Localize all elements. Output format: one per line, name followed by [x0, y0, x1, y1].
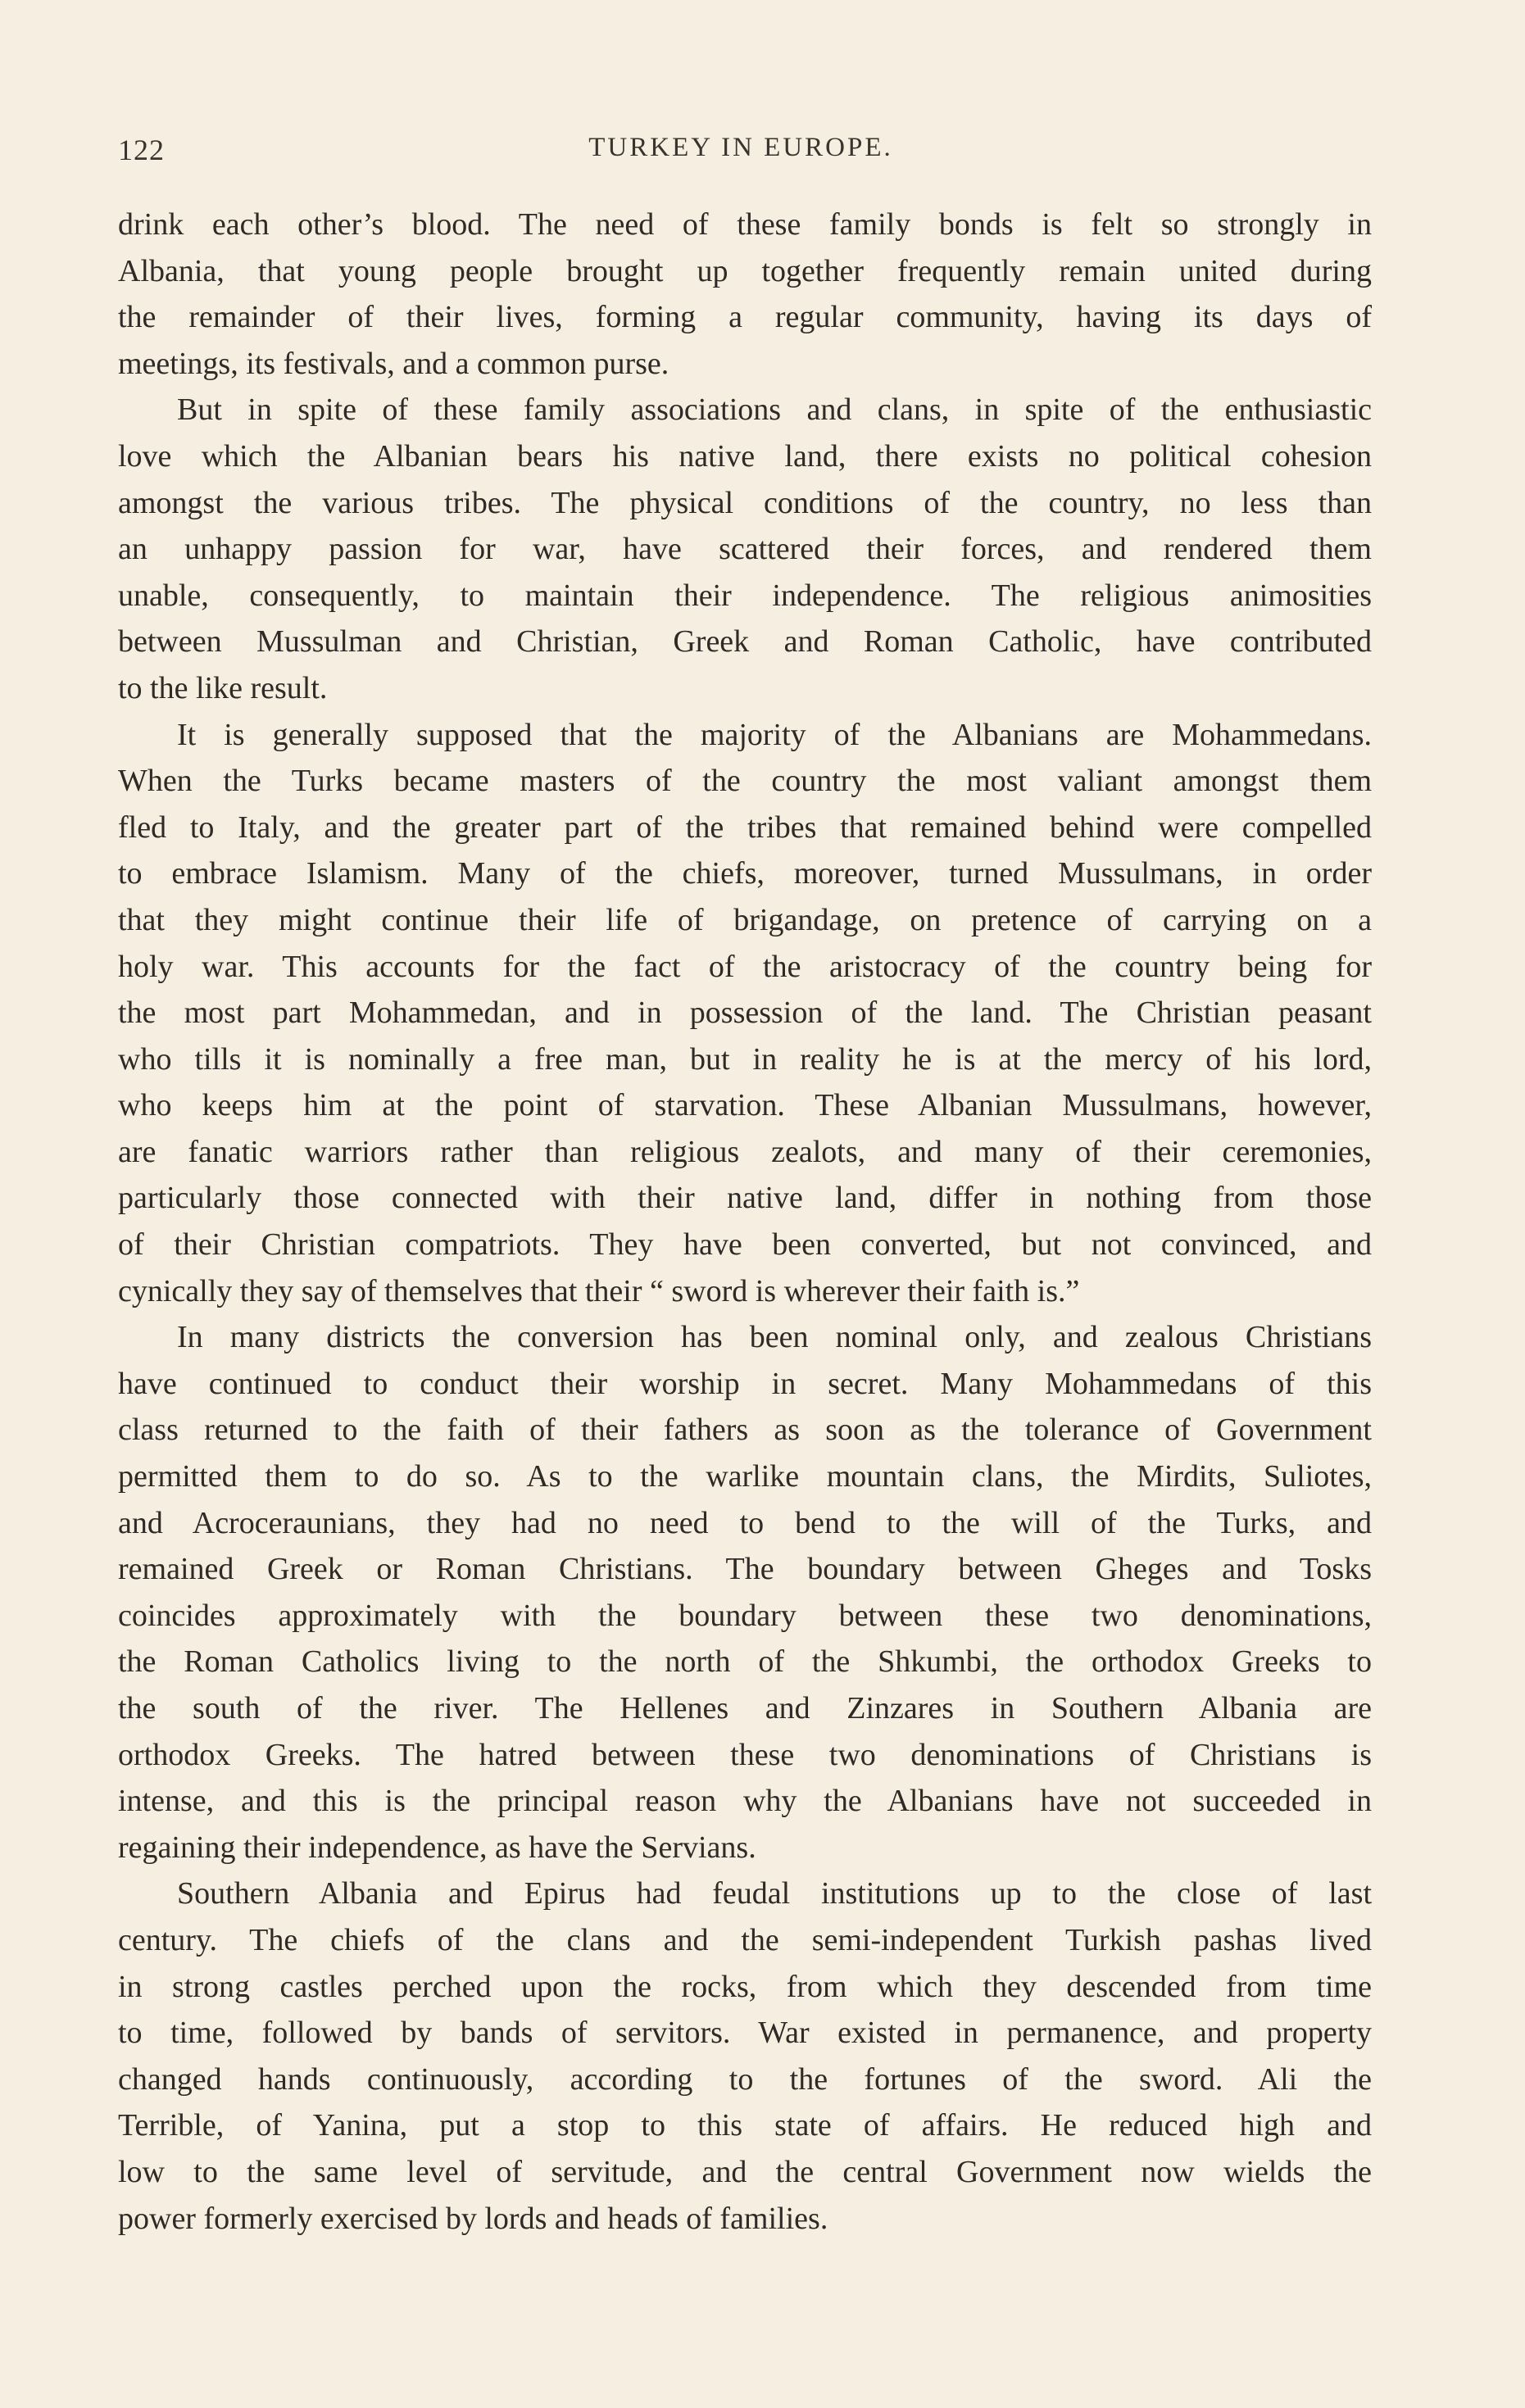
text-line: in strong castles perched upon the rocks, from which they descended from time — [118, 1969, 1372, 2004]
text-line: remained Greek or Roman Christians. The boundary between Gheges and Tosks — [118, 1552, 1372, 1587]
text-line: In many districts the conversion has been nominal only, and zealous Christians — [177, 1320, 1372, 1355]
text-line: who tills it is nominally a free man, but in reality he is at the mercy of his lord, — [118, 1041, 1372, 1077]
text-line: changed hands continuously, according to the fortunes of the sword. Ali the — [118, 2061, 1372, 2097]
text-line: the remainder of their lives, forming a regular community, having its days of — [118, 300, 1372, 335]
text-line: have continued to conduct their worship in secret. Many Mohammedans of this — [118, 1366, 1372, 1401]
text-line: the Roman Catholics living to the north of the Shkumbi, the orthodox Greeks to — [118, 1644, 1372, 1680]
text-line: to embrace Islamism. Many of the chiefs, moreover, turned Mussulmans, in order — [118, 856, 1372, 891]
running-title: TURKEY IN EUROPE. — [588, 133, 893, 162]
page-number: 122 — [118, 134, 165, 166]
text-line: fled to Italy, and the greater part of the tribes that remained behind were compelled — [118, 809, 1372, 845]
text-line: Terrible, of Yanina, put a stop to this state of affairs. He reduced high and — [118, 2108, 1372, 2143]
text-line: When the Turks became masters of the country the most valiant amongst them — [118, 764, 1372, 799]
running-head — [118, 133, 1372, 166]
text-line: regaining their independence, as have the Servians. — [118, 1830, 756, 1865]
text-line: drink each other’s blood. The need of these family bonds is felt so strongly in — [118, 207, 1372, 242]
text-line: It is generally supposed that the majority of the Albanians are Mohammedans. — [177, 717, 1372, 752]
text-line: love which the Albanian bears his native land, there exists no political cohesion — [118, 438, 1372, 474]
text-line: amongst the various tribes. The physical conditions of the country, no less than — [118, 485, 1372, 520]
text-line: coincides approximately with the boundary between these two denominations, — [118, 1598, 1372, 1633]
text-line: to the like result. — [118, 670, 328, 705]
text-line: unable, consequently, to maintain their independence. The religious animosities — [118, 578, 1372, 613]
text-line: orthodox Greeks. The hatred between these two denominations of Christians is — [118, 1737, 1372, 1772]
text-line: permitted them to do so. As to the warlike mountain clans, the Mirdits, Suliotes, — [118, 1459, 1372, 1494]
text-line: to time, followed by bands of servitors. War existed in permanence, and property — [118, 2016, 1372, 2051]
text-line: cynically they say of themselves that their “ sword is wherever their faith is.” — [118, 1273, 1080, 1308]
text-line: meetings, its festivals, and a common purse. — [118, 346, 669, 381]
text-line: class returned to the faith of their fathers as soon as the tolerance of Government — [118, 1413, 1372, 1448]
text-line: an unhappy passion for war, have scattered their forces, and rendered them — [118, 532, 1372, 567]
text-line: who keeps him at the point of starvation. These Albanian Mussulmans, however, — [118, 1088, 1372, 1123]
text-line: of their Christian compatriots. They have been converted, but not convinced, and — [118, 1227, 1372, 1263]
text-line: and Acroceraunians, they had no need to bend to the will of the Turks, and — [118, 1505, 1372, 1540]
text-line: the most part Mohammedan, and in possession of the land. The Christian peasant — [118, 995, 1372, 1031]
text-line: power formerly exercised by lords and heads of families. — [118, 2201, 828, 2236]
text-line: century. The chiefs of the clans and the semi-independent Turkish pashas lived — [118, 1922, 1372, 1957]
text-line: Southern Albania and Epirus had feudal institutions up to the close of last — [177, 1876, 1372, 1911]
text-line: low to the same level of servitude, and the central Government now wields the — [118, 2154, 1372, 2189]
text-line: But in spite of these family associations and clans, in spite of the enthusiastic — [177, 392, 1372, 428]
text-line: that they might continue their life of brigandage, on pretence of carrying on a — [118, 902, 1372, 937]
text-line: are fanatic warriors rather than religious zealots, and many of their ceremonies, — [118, 1134, 1372, 1169]
text-line: intense, and this is the principal reason why the Albanians have not succeeded in — [118, 1784, 1372, 1819]
body-text — [118, 202, 1372, 2242]
text-line: Albania, that young people brought up together frequently remain united during — [118, 253, 1372, 288]
text-line: between Mussulman and Christian, Greek and Roman Catholic, have contributed — [118, 624, 1372, 660]
text-line: holy war. This accounts for the fact of the aristocracy of the country being for — [118, 949, 1372, 984]
text-line: the south of the river. The Hellenes and Zinzares in Southern Albania are — [118, 1691, 1372, 1726]
text-line: particularly those connected with their native land, differ in nothing from those — [118, 1181, 1372, 1216]
